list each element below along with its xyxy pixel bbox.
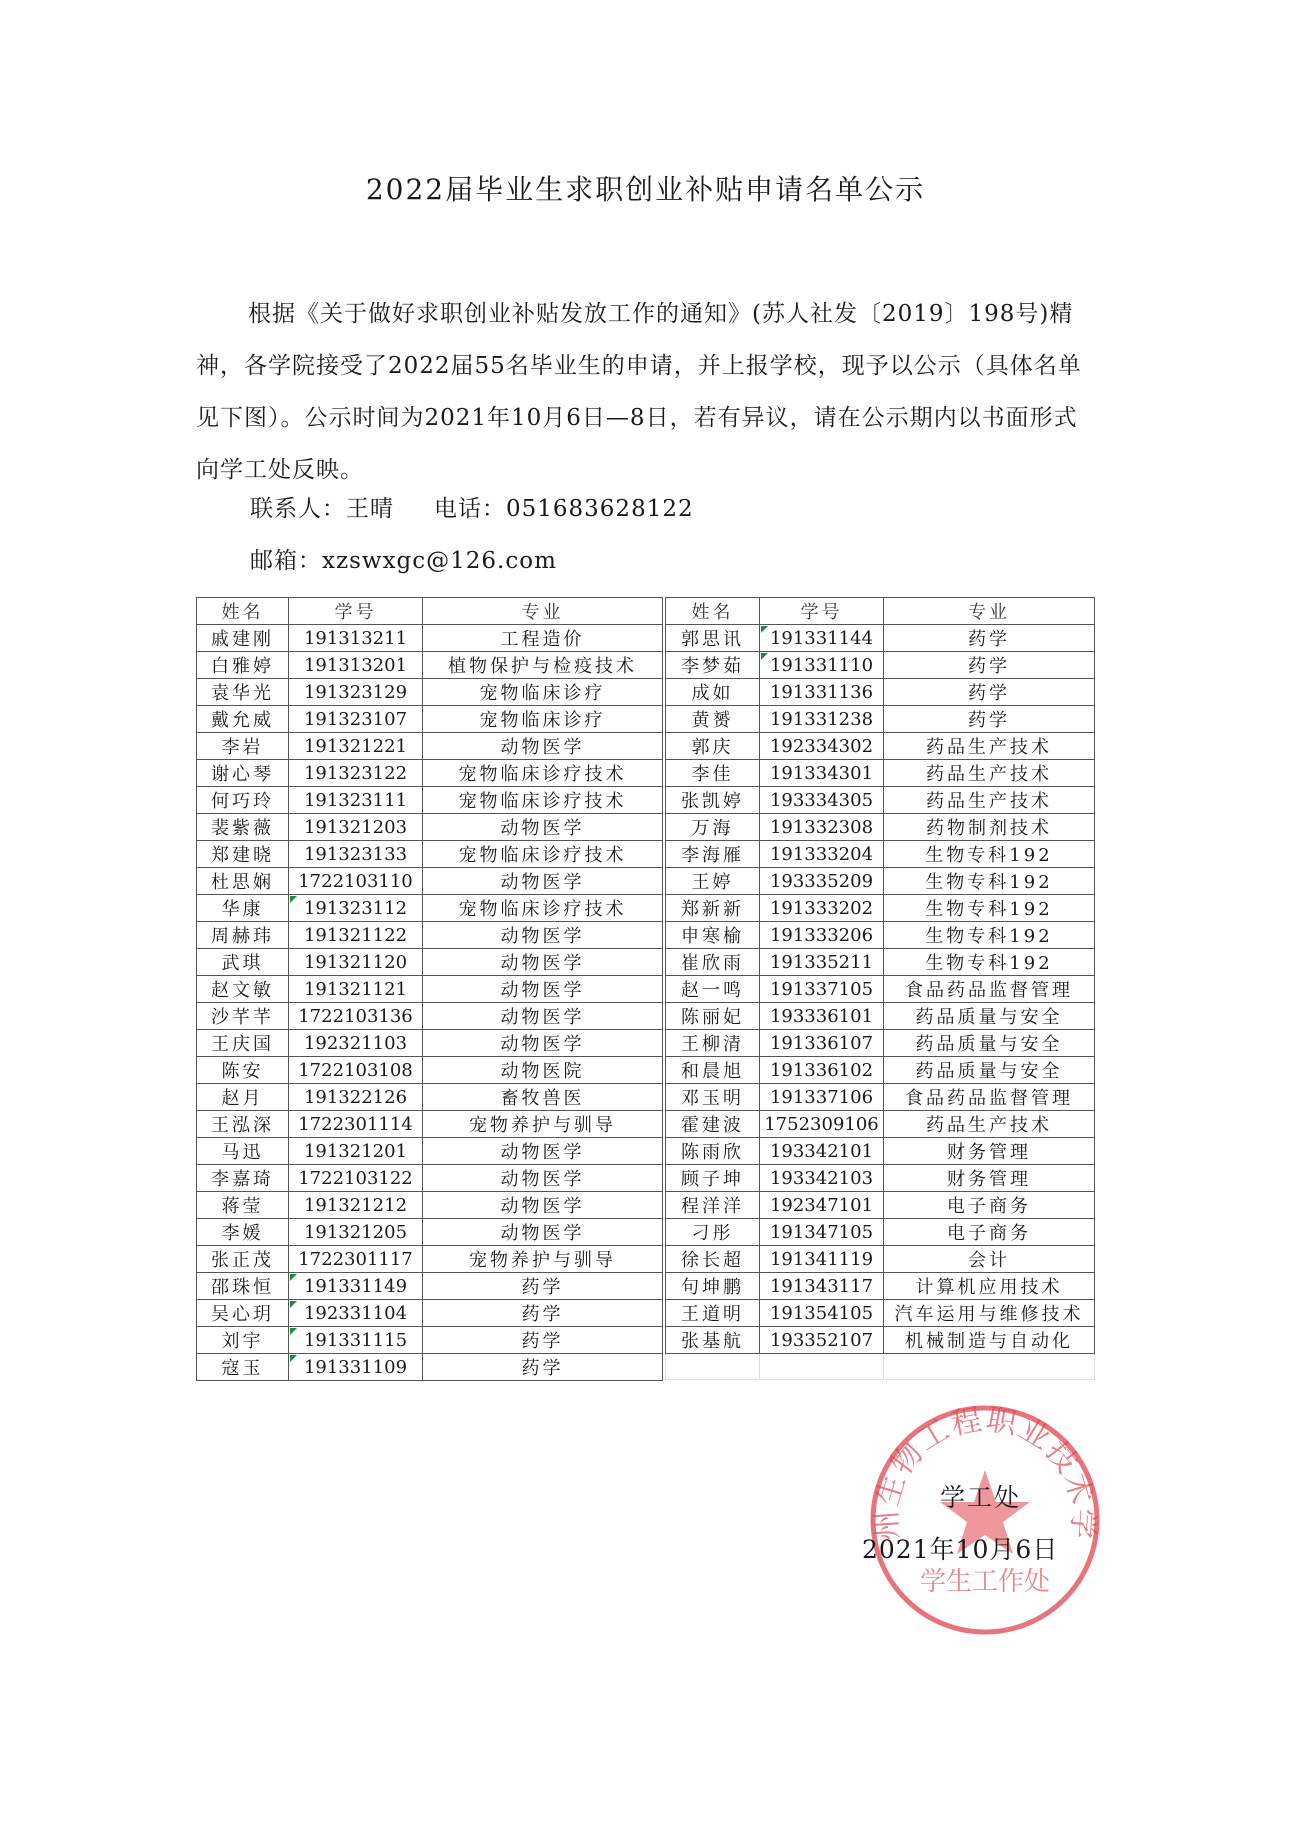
- column-header: 姓名: [197, 598, 289, 625]
- name-cell: 邵珠恒: [197, 1273, 289, 1300]
- name-cell: 和晨旭: [666, 1057, 760, 1084]
- table-row: [666, 1030, 1095, 1057]
- contact-phone: 电话：051683628122: [434, 496, 694, 522]
- name-cell: 李嘉琦: [197, 1165, 289, 1192]
- student-id-cell: 191331115: [289, 1327, 423, 1354]
- table-row: [197, 949, 663, 976]
- student-id-cell: 192331104: [289, 1300, 423, 1327]
- name-cell: 寇玉: [197, 1354, 289, 1381]
- table-row: [197, 895, 663, 922]
- table-row: [197, 841, 663, 868]
- issuing-office: 学工处: [940, 1483, 1022, 1512]
- table-row: [197, 1327, 663, 1354]
- table-row: [666, 814, 1095, 841]
- table-row: [197, 787, 663, 814]
- seal-outer-text: 州生物工程职业技术学: [869, 1402, 1101, 1542]
- column-header: 姓名: [666, 598, 760, 625]
- table-row: [197, 706, 663, 733]
- table-row: [666, 1165, 1095, 1192]
- student-id-cell: 191333204: [760, 841, 884, 868]
- major-cell: 生物专科192: [884, 895, 1095, 922]
- roster-table-left: [196, 597, 663, 1381]
- student-id-cell: 191337105: [760, 976, 884, 1003]
- major-cell: 药学: [423, 1300, 663, 1327]
- name-cell: 程洋洋: [666, 1192, 760, 1219]
- contact-line: [250, 490, 694, 523]
- name-cell: 郑新新: [666, 895, 760, 922]
- student-id-cell: 191331109: [289, 1354, 423, 1381]
- name-cell: 武琪: [197, 949, 289, 976]
- table-row: [197, 625, 663, 652]
- student-id-cell: 191343117: [760, 1273, 884, 1300]
- table-row: [666, 1084, 1095, 1111]
- table-row: [666, 1111, 1095, 1138]
- name-cell: 赵文敏: [197, 976, 289, 1003]
- name-cell: 崔欣雨: [666, 949, 760, 976]
- page-title: 2022届毕业生求职创业补贴申请名单公示: [365, 173, 926, 206]
- student-id-cell: 191321221: [289, 733, 423, 760]
- table-row: [666, 1003, 1095, 1030]
- contact-person: 联系人：王晴: [250, 496, 394, 522]
- table-row: [197, 1084, 663, 1111]
- table-row: [197, 814, 663, 841]
- major-cell: 动物医学: [423, 733, 663, 760]
- table-row: [197, 1111, 663, 1138]
- column-header: 学号: [289, 598, 423, 625]
- name-cell: 李岩: [197, 733, 289, 760]
- table-row: [666, 760, 1095, 787]
- student-id-cell: 191347105: [760, 1219, 884, 1246]
- student-id-cell: 191331110: [760, 652, 884, 679]
- name-cell: 何巧玲: [197, 787, 289, 814]
- name-cell: 李梦茹: [666, 652, 760, 679]
- major-cell: 动物医学: [423, 814, 663, 841]
- name-cell: 郭思讯: [666, 625, 760, 652]
- seal-inner-text: 学生工作处: [919, 1567, 1051, 1597]
- student-id-cell: 193342101: [760, 1138, 884, 1165]
- name-cell: 王柳清: [666, 1030, 760, 1057]
- name-cell: 黄赟: [666, 706, 760, 733]
- major-cell: 药品质量与安全: [884, 1057, 1095, 1084]
- student-id-cell: 191313211: [289, 625, 423, 652]
- name-cell: 谢心琴: [197, 760, 289, 787]
- major-cell: 机械制造与自动化: [884, 1327, 1095, 1354]
- major-cell: 动物医学: [423, 1030, 663, 1057]
- table-row: [666, 787, 1095, 814]
- student-id-cell: 191323122: [289, 760, 423, 787]
- name-cell: 申寒榆: [666, 922, 760, 949]
- name-cell: 王婷: [666, 868, 760, 895]
- issue-date: 2021年10月6日: [862, 1535, 1059, 1564]
- major-cell: 动物医学: [423, 1192, 663, 1219]
- student-id-cell: 1722103110: [289, 868, 423, 895]
- table-row: [197, 976, 663, 1003]
- name-cell: 成如: [666, 679, 760, 706]
- table-row: [197, 1003, 663, 1030]
- student-id-cell: 191323107: [289, 706, 423, 733]
- table-row: [666, 1057, 1095, 1084]
- student-id-cell: 192334302: [760, 733, 884, 760]
- name-cell: 陈丽妃: [666, 1003, 760, 1030]
- student-id-cell: 191321121: [289, 976, 423, 1003]
- major-cell: 动物医院: [423, 1057, 663, 1084]
- student-id-cell: 191331149: [289, 1273, 423, 1300]
- major-cell: 生物专科192: [884, 841, 1095, 868]
- email-line: [250, 542, 557, 575]
- name-cell: 王庆国: [197, 1030, 289, 1057]
- student-id-cell: 191321205: [289, 1219, 423, 1246]
- contact-email: 邮箱：xzswxgc@126.com: [250, 548, 557, 574]
- major-cell: 动物医学: [423, 1219, 663, 1246]
- table-row: [666, 1300, 1095, 1327]
- table-row: [197, 922, 663, 949]
- student-id-cell: 1722103108: [289, 1057, 423, 1084]
- name-cell: 戴允威: [197, 706, 289, 733]
- column-header: 专业: [423, 598, 663, 625]
- student-id-cell: 193336101: [760, 1003, 884, 1030]
- major-cell: 计算机应用技术: [884, 1273, 1095, 1300]
- student-id-cell: 191323112: [289, 895, 423, 922]
- table-row: [666, 1354, 1095, 1380]
- name-cell: 马迅: [197, 1138, 289, 1165]
- student-id-cell: 191321212: [289, 1192, 423, 1219]
- name-cell: 白雅婷: [197, 652, 289, 679]
- name-cell: 李媛: [197, 1219, 289, 1246]
- student-id-cell: 191323129: [289, 679, 423, 706]
- major-cell: 药品生产技术: [884, 733, 1095, 760]
- major-cell: 电子商务: [884, 1219, 1095, 1246]
- major-cell: 生物专科192: [884, 949, 1095, 976]
- table-row: [197, 679, 663, 706]
- table-row: [197, 760, 663, 787]
- empty-cell: [884, 1354, 1095, 1380]
- major-cell: 动物医学: [423, 922, 663, 949]
- major-cell: 畜牧兽医: [423, 1084, 663, 1111]
- student-id-cell: 1722301117: [289, 1246, 423, 1273]
- major-cell: 动物医学: [423, 1003, 663, 1030]
- major-cell: 电子商务: [884, 1192, 1095, 1219]
- student-id-cell: 191323133: [289, 841, 423, 868]
- name-cell: 蒋莹: [197, 1192, 289, 1219]
- major-cell: 宠物临床诊疗: [423, 679, 663, 706]
- major-cell: 药学: [884, 679, 1095, 706]
- student-id-cell: 191334301: [760, 760, 884, 787]
- name-cell: 陈安: [197, 1057, 289, 1084]
- table-row: [666, 949, 1095, 976]
- major-cell: 药品质量与安全: [884, 1003, 1095, 1030]
- major-cell: 宠物养护与驯导: [423, 1111, 663, 1138]
- name-cell: 华康: [197, 895, 289, 922]
- student-id-cell: 192347101: [760, 1192, 884, 1219]
- major-cell: 动物医学: [423, 1138, 663, 1165]
- student-id-cell: 191341119: [760, 1246, 884, 1273]
- major-cell: 财务管理: [884, 1165, 1095, 1192]
- major-cell: 药品生产技术: [884, 1111, 1095, 1138]
- major-cell: 工程造价: [423, 625, 663, 652]
- student-id-cell: 191321122: [289, 922, 423, 949]
- table-row: [666, 1219, 1095, 1246]
- table-header-row: [666, 598, 1095, 625]
- table-row: [666, 706, 1095, 733]
- roster-table-right: [665, 597, 1095, 1380]
- major-cell: 汽车运用与维修技术: [884, 1300, 1095, 1327]
- student-id-cell: 193352107: [760, 1327, 884, 1354]
- student-id-cell: 191321203: [289, 814, 423, 841]
- table-row: [197, 1192, 663, 1219]
- table-row: [666, 841, 1095, 868]
- name-cell: 李佳: [666, 760, 760, 787]
- name-cell: 邓玉明: [666, 1084, 760, 1111]
- name-cell: 赵月: [197, 1084, 289, 1111]
- student-id-cell: 191336107: [760, 1030, 884, 1057]
- major-cell: 药学: [423, 1327, 663, 1354]
- table-row: [666, 1192, 1095, 1219]
- name-cell: 李海雁: [666, 841, 760, 868]
- student-id-cell: 191354105: [760, 1300, 884, 1327]
- major-cell: 宠物临床诊疗: [423, 706, 663, 733]
- table-header-row: [197, 598, 663, 625]
- table-row: [666, 1246, 1095, 1273]
- major-cell: 宠物养护与驯导: [423, 1246, 663, 1273]
- name-cell: 袁华光: [197, 679, 289, 706]
- student-id-cell: 191335211: [760, 949, 884, 976]
- major-cell: 会计: [884, 1246, 1095, 1273]
- student-id-cell: 191322126: [289, 1084, 423, 1111]
- table-row: [197, 868, 663, 895]
- name-cell: 霍建波: [666, 1111, 760, 1138]
- major-cell: 动物医学: [423, 1165, 663, 1192]
- major-cell: 动物医学: [423, 949, 663, 976]
- name-cell: 裴紫薇: [197, 814, 289, 841]
- name-cell: 郭庆: [666, 733, 760, 760]
- name-cell: 张基航: [666, 1327, 760, 1354]
- table-row: [666, 1138, 1095, 1165]
- name-cell: 赵一鸣: [666, 976, 760, 1003]
- name-cell: 刘宇: [197, 1327, 289, 1354]
- name-cell: 王泓深: [197, 1111, 289, 1138]
- table-row: [197, 1138, 663, 1165]
- student-id-cell: 1722301114: [289, 1111, 423, 1138]
- name-cell: 句坤鹏: [666, 1273, 760, 1300]
- official-seal: [865, 1400, 1105, 1640]
- name-cell: 吴心玥: [197, 1300, 289, 1327]
- empty-cell: [666, 1354, 760, 1380]
- student-id-cell: 1752309106: [760, 1111, 884, 1138]
- student-id-cell: 1722103136: [289, 1003, 423, 1030]
- table-row: [666, 1273, 1095, 1300]
- major-cell: 药品生产技术: [884, 760, 1095, 787]
- student-id-cell: 193334305: [760, 787, 884, 814]
- student-id-cell: 191333206: [760, 922, 884, 949]
- name-cell: 杜思娴: [197, 868, 289, 895]
- table-row: [197, 1354, 663, 1381]
- student-id-cell: 191321201: [289, 1138, 423, 1165]
- major-cell: 药学: [884, 706, 1095, 733]
- notice-paragraph: [196, 288, 1096, 496]
- major-cell: 药物制剂技术: [884, 814, 1095, 841]
- name-cell: 刁彤: [666, 1219, 760, 1246]
- student-id-cell: 192321103: [289, 1030, 423, 1057]
- name-cell: 周赫玮: [197, 922, 289, 949]
- table-row: [666, 868, 1095, 895]
- major-cell: 生物专科192: [884, 868, 1095, 895]
- table-row: [197, 733, 663, 760]
- column-header: 学号: [760, 598, 884, 625]
- table-row: [666, 625, 1095, 652]
- name-cell: 陈雨欣: [666, 1138, 760, 1165]
- name-cell: 戚建刚: [197, 625, 289, 652]
- major-cell: 药学: [423, 1354, 663, 1381]
- table-row: [197, 1246, 663, 1273]
- major-cell: 药学: [884, 625, 1095, 652]
- student-id-cell: 193335209: [760, 868, 884, 895]
- student-id-cell: 191336102: [760, 1057, 884, 1084]
- major-cell: 宠物临床诊疗技术: [423, 895, 663, 922]
- name-cell: 沙芊芊: [197, 1003, 289, 1030]
- student-id-cell: 191331238: [760, 706, 884, 733]
- table-row: [666, 895, 1095, 922]
- table-row: [197, 1165, 663, 1192]
- name-cell: 顾子坤: [666, 1165, 760, 1192]
- major-cell: 药品生产技术: [884, 787, 1095, 814]
- student-id-cell: 191337106: [760, 1084, 884, 1111]
- major-cell: 财务管理: [884, 1138, 1095, 1165]
- name-cell: 万海: [666, 814, 760, 841]
- table-row: [666, 679, 1095, 706]
- table-row: [197, 1030, 663, 1057]
- major-cell: 宠物临床诊疗技术: [423, 787, 663, 814]
- major-cell: 动物医学: [423, 868, 663, 895]
- table-row: [666, 976, 1095, 1003]
- student-id-cell: 191331136: [760, 679, 884, 706]
- table-row: [197, 1273, 663, 1300]
- major-cell: 药学: [884, 652, 1095, 679]
- table-row: [666, 733, 1095, 760]
- major-cell: 食品药品监督管理: [884, 976, 1095, 1003]
- major-cell: 植物保护与检疫技术: [423, 652, 663, 679]
- major-cell: 宠物临床诊疗技术: [423, 760, 663, 787]
- name-cell: 郑建晓: [197, 841, 289, 868]
- table-row: [197, 1300, 663, 1327]
- table-row: [197, 1057, 663, 1084]
- student-id-cell: 191313201: [289, 652, 423, 679]
- student-id-cell: 191332308: [760, 814, 884, 841]
- major-cell: 生物专科192: [884, 922, 1095, 949]
- major-cell: 宠物临床诊疗技术: [423, 841, 663, 868]
- name-cell: 张凯婷: [666, 787, 760, 814]
- student-id-cell: 191321120: [289, 949, 423, 976]
- major-cell: 药学: [423, 1273, 663, 1300]
- name-cell: 徐长超: [666, 1246, 760, 1273]
- student-id-cell: 191331144: [760, 625, 884, 652]
- column-header: 专业: [884, 598, 1095, 625]
- major-cell: 动物医学: [423, 976, 663, 1003]
- table-row: [666, 922, 1095, 949]
- name-cell: 王道明: [666, 1300, 760, 1327]
- major-cell: 药品质量与安全: [884, 1030, 1095, 1057]
- student-id-cell: 1722103122: [289, 1165, 423, 1192]
- table-row: [666, 652, 1095, 679]
- table-row: [197, 652, 663, 679]
- student-id-cell: 191323111: [289, 787, 423, 814]
- notice-body: 根据《关于做好求职创业补贴发放工作的通知》(苏人社发〔2019〕198号)精神，各学院接受了2022届55名毕业生的申请，并上报学校，现予以公示（具体名单见下图）。公示时间为2021年10月6日—8日，若有异议，请在公示期内以书面形式向学工处反映。: [196, 301, 1082, 483]
- name-cell: 张正茂: [197, 1246, 289, 1273]
- table-row: [197, 1219, 663, 1246]
- empty-cell: [760, 1354, 884, 1380]
- major-cell: 食品药品监督管理: [884, 1084, 1095, 1111]
- student-id-cell: 191333202: [760, 895, 884, 922]
- student-id-cell: 193342103: [760, 1165, 884, 1192]
- table-row: [666, 1327, 1095, 1354]
